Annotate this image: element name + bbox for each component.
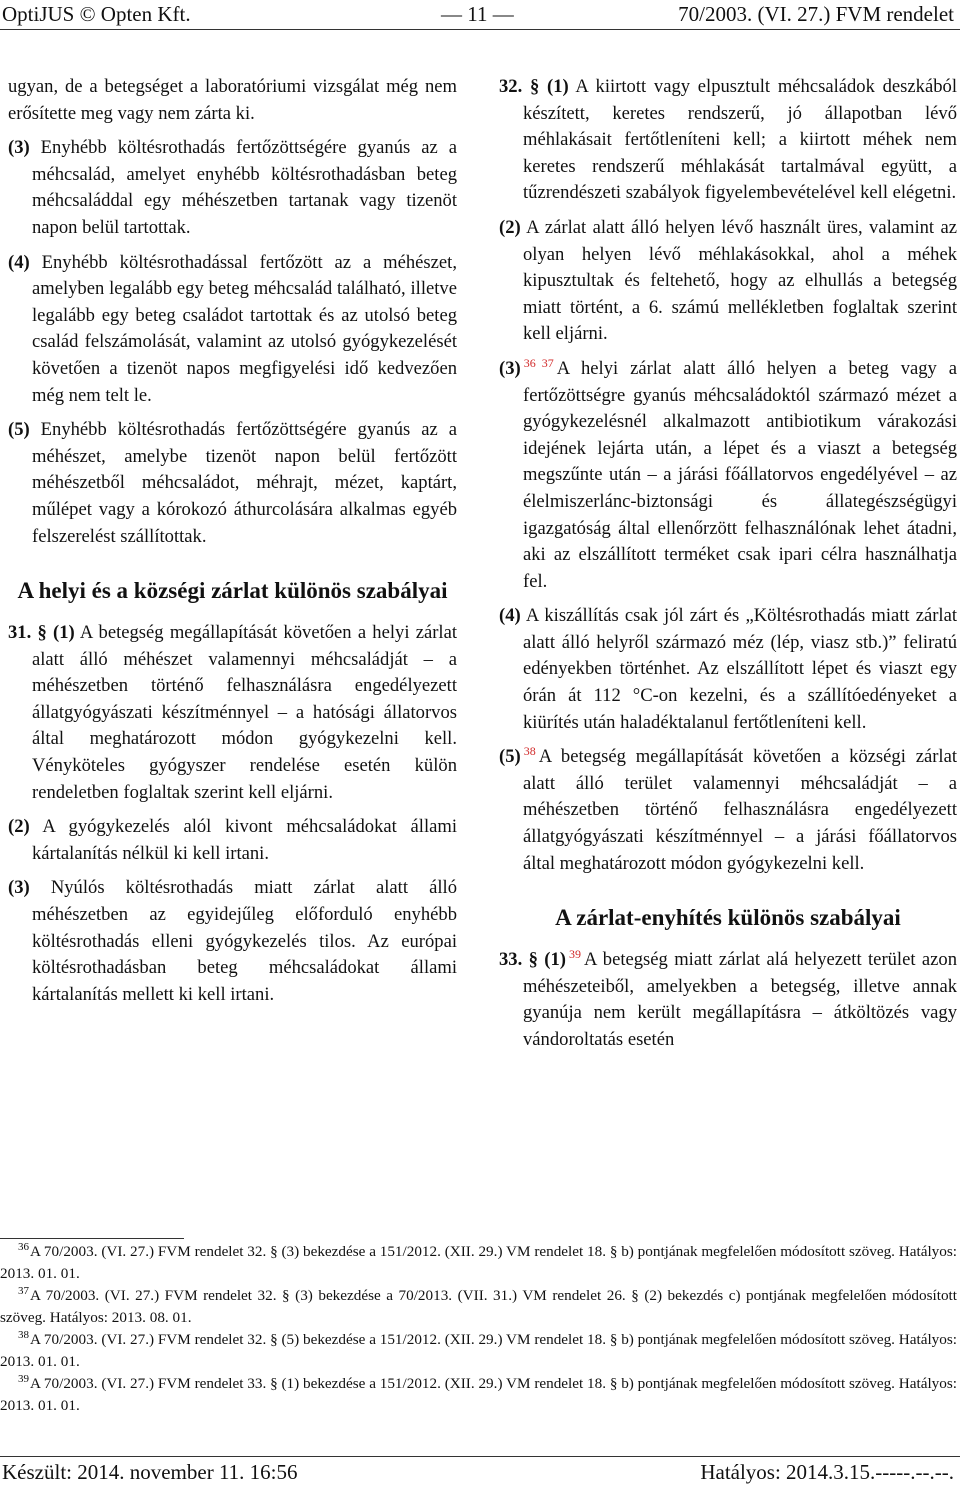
footnote-39 <box>0 1373 957 1417</box>
footnote-number: 37 <box>18 1285 29 1297</box>
paragraph-text: A kiszállítás csak jól zárt és „Költésrothadás miatt zárlat alatt álló helyről származó méz (lép, viasz stb.)” feliratú edényekben történhet. Az elszállított lépet és viaszt egy órán át 112 °C-on kezelni, és a szállítóedényeket a kiürítés után haladéktalanul fertőtleníteni kell. <box>523 605 958 733</box>
paragraph-number: (3) <box>8 877 30 899</box>
right-column <box>499 74 957 1054</box>
footnote-text: A 70/2003. (VI. 27.) FVM rendelet 32. § (3) bekezdése a 70/2013. (VII. 31.) VM rendelet 26. § (2) bekezdés c) pontjának megfelelően módosított szöveg. Hatályos: 2013. 08. 01. <box>0 1287 957 1326</box>
paragraph-3 <box>8 135 457 241</box>
section-31-1 <box>8 620 457 806</box>
footer-created: Készült: 2014. november 11. 16:56 <box>2 1460 298 1484</box>
paragraph-text: A zárlat alatt álló helyen lévő használt üres, valamint az olyan helyen lévő méhlakásokkal, ahol a méhek kipusztultak és feltehető, hogy az elhullás a betegség miatt történt, a 6. számú mellékletben foglaltak szerint kell eljárni. <box>523 216 958 345</box>
footnote-text: A 70/2003. (VI. 27.) FVM rendelet 33. § (1) bekezdése a 151/2012. (XII. 29.) VM rendelet 18. § b) pontjának megfelelően módosított szöveg. Hatályos: 2013. 01. 01. <box>0 1375 957 1414</box>
footnote-link-36[interactable]: 36 <box>523 355 536 370</box>
section-31-3 <box>8 875 457 1008</box>
footnotes <box>0 1241 957 1417</box>
footnote-36 <box>0 1241 957 1285</box>
paragraph-text: Enyhébb költésrothadás fertőzöttségére gyanús az a méhcsalád, amelyet enyhébb költésrothadásban beteg méhcsaláddal egy méhészetben tartanak vagy tizenöt napon belül tartottak. <box>32 137 457 238</box>
footnote-38 <box>0 1329 957 1373</box>
paragraph-5 <box>8 417 457 550</box>
paragraph-text: A helyi zárlat alatt álló helyen a beteg vagy a fertőzöttségre gyanús méhcsaládoktól származó mézet a gyógykezelésnél alkalmazott antibiotikum várakozási idejének lejárta után, a lépet és a viaszt a betegség megszűnte után – a járási főállatorvos engedélyével – az élelmiszerlánc-biztonsági és állategészségügyi igazgatóság által ellenőrzött felhasználónak lehet átadni, aki az elszállított terméket csak ipari célra használhatja fel. <box>523 357 957 592</box>
footnote-rule <box>0 1238 184 1239</box>
section-number: 32. § (1) <box>499 76 569 97</box>
footer-rule <box>0 1456 960 1457</box>
paragraph-number: (4) <box>499 605 521 627</box>
paragraph-text: Enyhébb költésrothadással fertőzött az a méhészet, amelyben legalább egy beteg méhcsalád található, illetve legalább egy beteg családot tartottak és az utolsó beteg család felszámolását, valamint az utolsó gyógykezelését követően a tizenöt napos megfigyelési idő kedvezően még nem telt le. <box>32 251 457 406</box>
footnote-number: 39 <box>18 1373 29 1385</box>
section-32-1 <box>499 74 957 207</box>
footnote-link-39[interactable]: 39 <box>569 947 581 962</box>
footnote-number: 36 <box>18 1241 29 1253</box>
paragraph-number: (4) <box>8 251 30 273</box>
paragraph-text: A kiirtott vagy elpusztult méhcsaládok deszkából készített, keretes rendszerű, jó állapotban lévő méhlakásait fertőtleníteni kell; a kiirtott méhek nem keretes rendszerű méhlakását tartalmával együtt, a tűzrendészeti szabályok figyelembevételével kell elégetni. <box>523 76 957 204</box>
header-page-number: — 11 — <box>441 2 514 26</box>
section-32-2 <box>499 215 957 348</box>
header-rule <box>0 29 960 30</box>
section-32-4 <box>499 603 957 736</box>
header-publisher: OptiJUS © Opten Kft. <box>2 2 191 26</box>
footnote-text: A 70/2003. (VI. 27.) FVM rendelet 32. § (3) bekezdése a 151/2012. (XII. 29.) VM rendelet 18. § b) pontjának megfelelően módosított szöveg. Hatályos: 2013. 01. 01. <box>0 1243 957 1282</box>
paragraph-text: A betegség megállapítását követően a helyi zárlat alatt álló méhészet valamennyi méhcsaládját – a méhészetben történő felhasználásra engedélyezett állatgyógyászati készítménnyel – a hatósági állatorvos által meghatározott módon gyógykezelni kell. Vényköteles gyógyszer rendelése esetén külön rendeletben foglaltak szerint kell eljárni. <box>32 622 457 803</box>
section-number: 31. § (1) <box>8 622 75 644</box>
left-column <box>8 74 457 1008</box>
paragraph-text: A betegség megállapítását követően a községi zárlat alatt álló terület valamennyi méhcsaládját – a méhészetben történő felhasználásra engedélyezett állatgyógyászati készítménnyel – a járási főállatorvos által meghatározott módon gyógykezelni kell. <box>523 746 957 874</box>
footnote-number: 38 <box>18 1329 29 1341</box>
footer-effective: Hatályos: 2014.3.15.-----.--.--. <box>700 1460 954 1484</box>
paragraph-number: (2) <box>499 216 521 238</box>
section-32-3 <box>499 356 957 595</box>
footnote-text: A 70/2003. (VI. 27.) FVM rendelet 32. § (5) bekezdése a 151/2012. (XII. 29.) VM rendelet 18. § b) pontjának megfelelően módosított szöveg. Hatályos: 2013. 01. 01. <box>0 1331 957 1370</box>
paragraph-text: A betegség miatt zárlat alá helyezett terület azon méhészeteiből, amelyekben a betegség, illetve annak gyanúja nem került megállapításra – átköltözés vagy vándoroltatás esetén <box>523 949 957 1050</box>
section-32-5 <box>499 744 957 877</box>
paragraph-number: (5) <box>499 746 521 768</box>
footnote-37 <box>0 1285 957 1329</box>
paragraph-text: A gyógykezelés alól kivont méhcsaládokat állami kártalanítás nélkül ki kell irtani. <box>32 816 458 864</box>
paragraph-4 <box>8 250 457 410</box>
paragraph-text: Enyhébb költésrothadás fertőzöttségére gyanús az a méhészet, amelybe tizenöt napon belül fertőzött méhészetből méhcsaládot, méhrajt, mézet, kaptárt, műlépet vagy a kórokozó áthurcolására alkalmas egyéb felszerelést szállítottak. <box>32 419 457 547</box>
section-33-1 <box>499 947 957 1053</box>
paragraph-number: (2) <box>8 816 30 838</box>
footnote-link-38[interactable]: 38 <box>523 744 536 759</box>
paragraph-number: (3) <box>8 137 30 159</box>
section-number: 33. § (1) <box>499 949 566 971</box>
page-header <box>0 2 960 28</box>
paragraph-text: Nyúlós költésrothadás miatt zárlat alatt álló méhészetben az egyidejűleg előforduló enyhébb költésrothadás elleni gyógykezelés tilos. Az európai költésrothadásban beteg méhcsaládokat állami kártalanítás mellett ki kell irtani. <box>32 877 457 1005</box>
footnote-link-37[interactable]: 37 <box>541 355 554 370</box>
paragraph-continuation: ugyan, de a betegséget a laboratóriumi vizsgálat még nem erősítette meg vagy nem zárta ki. <box>8 76 457 124</box>
section-heading-helyi-zarlat: A helyi és a községi zárlat különös szabályai <box>17 578 448 604</box>
section-31-2 <box>8 814 457 867</box>
section-heading-zarlat-enyhites: A zárlat-enyhítés különös szabályai <box>555 905 901 931</box>
paragraph-number: (3) <box>499 357 521 379</box>
paragraph-number: (5) <box>8 419 30 441</box>
header-document-title: 70/2003. (VI. 27.) FVM rendelet <box>678 2 954 26</box>
